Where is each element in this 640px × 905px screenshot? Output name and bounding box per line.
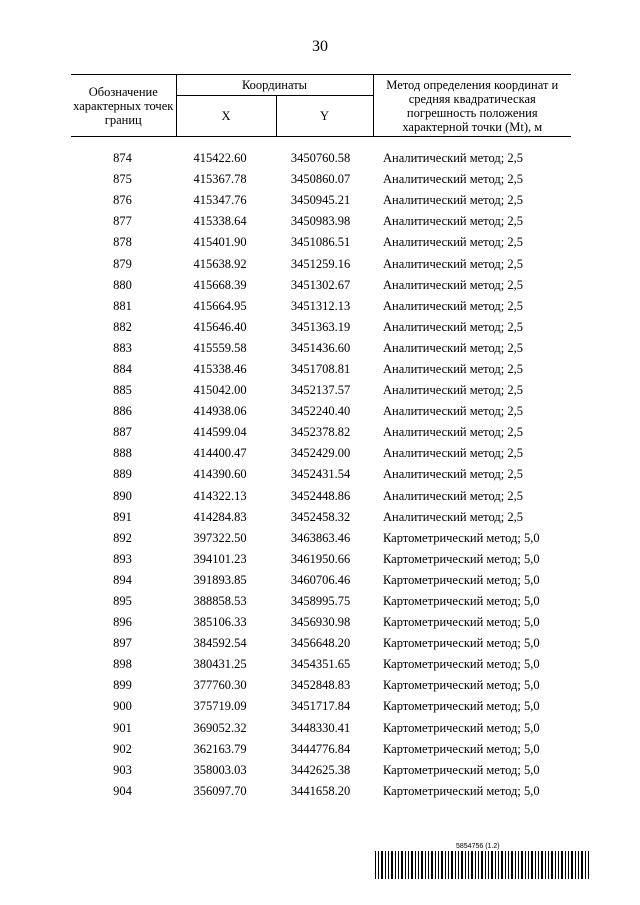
barcode-bar — [435, 851, 436, 879]
barcode-bar — [408, 851, 409, 879]
method-cell: Аналитический метод; 2,5 — [383, 172, 523, 187]
y-cell: 3452137.57 — [290, 383, 351, 398]
barcode-bar — [451, 851, 453, 879]
point-cell: 876 — [113, 193, 132, 208]
y-cell: 3451363.19 — [290, 319, 351, 334]
table-row — [71, 464, 571, 485]
table-row — [71, 169, 571, 190]
y-cell: 3456648.20 — [290, 636, 351, 651]
x-cell: 384592.54 — [193, 636, 247, 651]
barcode-bar — [478, 851, 479, 879]
point-cell: 884 — [113, 361, 132, 376]
method-cell: Картометрический метод; 5,0 — [383, 783, 540, 798]
barcode-bar — [385, 851, 386, 879]
method-cell: Аналитический метод; 2,5 — [383, 467, 523, 482]
y-cell: 3452458.32 — [290, 509, 351, 524]
header-x-label: X — [221, 109, 231, 123]
x-cell: 397322.50 — [193, 530, 247, 545]
barcode-bar — [391, 851, 393, 879]
barcode-bar — [415, 851, 416, 879]
table-row — [71, 486, 571, 507]
y-cell: 3450983.98 — [290, 214, 351, 229]
point-cell: 903 — [113, 762, 132, 777]
method-cell: Аналитический метод; 2,5 — [383, 277, 523, 292]
method-cell: Аналитический метод; 2,5 — [383, 256, 523, 271]
barcode-bar — [521, 851, 523, 879]
x-cell: 415042.00 — [193, 383, 247, 398]
barcode-bar — [541, 851, 543, 879]
barcode-bar — [495, 851, 496, 879]
table-row — [71, 633, 571, 654]
barcode-bar — [461, 851, 463, 879]
table-row — [71, 739, 571, 760]
point-cell: 886 — [113, 404, 132, 419]
barcode-bar — [418, 851, 419, 879]
y-cell: 3442625.38 — [290, 762, 351, 777]
method-cell: Картометрический метод; 5,0 — [383, 636, 540, 651]
barcode-bar — [425, 851, 426, 879]
barcode-bar — [471, 851, 473, 879]
table-row — [71, 317, 571, 338]
table-spacer — [71, 137, 571, 149]
table-body — [71, 137, 571, 802]
table-row — [71, 654, 571, 675]
barcode-bar — [578, 851, 579, 879]
header-coordinates — [176, 75, 373, 96]
method-cell: Картометрический метод; 5,0 — [383, 572, 540, 587]
method-cell: Аналитический метод; 2,5 — [383, 340, 523, 355]
method-cell: Картометрический метод; 5,0 — [383, 530, 540, 545]
barcode-bar — [488, 851, 489, 879]
barcode-bar — [588, 851, 589, 879]
y-cell: 3451708.81 — [290, 361, 351, 376]
method-cell: Картометрический метод; 5,0 — [383, 615, 540, 630]
method-cell: Аналитический метод; 2,5 — [383, 488, 523, 503]
x-cell: 414322.13 — [193, 488, 247, 503]
x-cell: 414284.83 — [193, 509, 247, 524]
table-row — [71, 549, 571, 570]
barcode-bar — [475, 851, 476, 879]
table-row — [71, 781, 571, 802]
table-row — [71, 296, 571, 317]
x-cell: 415559.58 — [193, 340, 247, 355]
barcode-bar — [581, 851, 583, 879]
header-coordinates-label: Координаты — [241, 78, 308, 92]
point-cell: 882 — [113, 319, 132, 334]
point-cell: 893 — [113, 551, 132, 566]
point-cell: 896 — [113, 615, 132, 630]
method-cell: Картометрический метод; 5,0 — [383, 699, 540, 714]
barcode-bar — [501, 851, 503, 879]
barcode-bar — [538, 851, 539, 879]
table-row — [71, 612, 571, 633]
table-row — [71, 148, 571, 169]
point-cell: 899 — [113, 678, 132, 693]
y-cell: 3450860.07 — [290, 172, 351, 187]
y-cell: 3450760.58 — [290, 151, 351, 166]
barcode-bar — [558, 851, 559, 879]
coordinates-table — [71, 74, 571, 802]
table-row — [71, 422, 571, 443]
barcode-bar — [561, 851, 563, 879]
point-cell: 885 — [113, 383, 132, 398]
x-cell: 414599.04 — [193, 425, 247, 440]
y-cell: 3452429.00 — [290, 446, 351, 461]
x-cell: 414938.06 — [193, 404, 247, 419]
point-cell: 890 — [113, 488, 132, 503]
point-cell: 877 — [113, 214, 132, 229]
barcode-bar — [401, 851, 403, 879]
table-row — [71, 190, 571, 211]
x-cell: 415367.78 — [193, 172, 247, 187]
point-cell: 904 — [113, 783, 132, 798]
y-cell: 3452431.54 — [290, 467, 351, 482]
barcode-bar — [378, 851, 379, 879]
x-cell: 415638.92 — [193, 256, 247, 271]
method-cell: Аналитический метод; 2,5 — [383, 319, 523, 334]
method-cell: Аналитический метод; 2,5 — [383, 235, 523, 250]
method-cell: Картометрический метод; 5,0 — [383, 762, 540, 777]
y-cell: 3451086.51 — [290, 235, 351, 250]
point-cell: 900 — [113, 699, 132, 714]
header-y — [276, 96, 373, 137]
y-cell: 3463863.46 — [290, 530, 351, 545]
header-y-label: Y — [319, 109, 330, 123]
x-cell: 415338.46 — [193, 361, 247, 376]
x-cell: 415401.90 — [193, 235, 247, 250]
x-cell: 377760.30 — [193, 678, 247, 693]
barcode-bar — [421, 851, 423, 879]
table-row — [71, 591, 571, 612]
header-x — [176, 96, 276, 137]
table-row — [71, 443, 571, 464]
y-cell: 3458995.75 — [290, 594, 351, 609]
table-row — [71, 760, 571, 781]
method-cell: Картометрический метод; 5,0 — [383, 657, 540, 672]
point-cell: 878 — [113, 235, 132, 250]
method-cell: Аналитический метод; 2,5 — [383, 298, 523, 313]
method-cell: Аналитический метод; 2,5 — [383, 361, 523, 376]
method-cell: Аналитический метод; 2,5 — [383, 214, 523, 229]
barcode-bar — [575, 851, 576, 879]
point-cell: 883 — [113, 340, 132, 355]
barcode-bar — [545, 851, 546, 879]
barcode — [375, 851, 591, 879]
barcode-bar — [565, 851, 566, 879]
barcode-bar — [468, 851, 469, 879]
barcode-bar — [585, 851, 586, 879]
y-cell: 3448330.41 — [290, 720, 351, 735]
barcode-bar — [491, 851, 493, 879]
x-cell: 415338.64 — [193, 214, 247, 229]
point-cell: 894 — [113, 572, 132, 587]
barcode-bar — [528, 851, 529, 879]
point-cell: 897 — [113, 636, 132, 651]
page-number: 30 — [312, 38, 328, 55]
x-cell: 362163.79 — [193, 741, 247, 756]
method-cell: Аналитический метод; 2,5 — [383, 425, 523, 440]
y-cell: 3441658.20 — [290, 783, 351, 798]
table-row — [71, 253, 571, 274]
table-row — [71, 528, 571, 549]
y-cell: 3454351.65 — [290, 657, 351, 672]
y-cell: 3460706.46 — [290, 572, 351, 587]
y-cell: 3452448.86 — [290, 488, 351, 503]
barcode-bar — [568, 851, 569, 879]
barcode-bar — [431, 851, 433, 879]
method-cell: Картометрический метод; 5,0 — [383, 594, 540, 609]
y-cell: 3451259.16 — [290, 256, 351, 271]
x-cell: 415422.60 — [193, 151, 247, 166]
x-cell: 414400.47 — [193, 446, 247, 461]
table-row — [71, 570, 571, 591]
point-cell: 875 — [113, 172, 132, 187]
barcode-bar — [388, 851, 389, 879]
barcode-bar — [465, 851, 466, 879]
x-cell: 356097.70 — [193, 783, 247, 798]
barcode-bar — [458, 851, 459, 879]
barcode-bar — [515, 851, 516, 879]
table-row — [71, 696, 571, 717]
point-cell: 889 — [113, 467, 132, 482]
table-row — [71, 507, 571, 528]
y-cell: 3452378.82 — [290, 425, 351, 440]
barcode-bar — [481, 851, 483, 879]
method-cell: Аналитический метод; 2,5 — [383, 446, 523, 461]
table-row — [71, 359, 571, 380]
header-point-label: Обозначение характерных точек границ — [73, 84, 174, 127]
barcode-bar — [505, 851, 506, 879]
barcode-bar — [531, 851, 533, 879]
barcode-bar — [448, 851, 449, 879]
y-cell: 3451436.60 — [290, 340, 351, 355]
point-cell: 891 — [113, 509, 132, 524]
barcode-bar — [438, 851, 439, 879]
point-cell: 879 — [113, 256, 132, 271]
x-cell: 415646.40 — [193, 319, 247, 334]
point-cell: 901 — [113, 720, 132, 735]
method-cell: Аналитический метод; 2,5 — [383, 404, 523, 419]
x-cell: 415664.95 — [193, 298, 247, 313]
barcode-bar — [398, 851, 399, 879]
header-method — [373, 75, 571, 137]
x-cell: 380431.25 — [193, 657, 247, 672]
point-cell: 898 — [113, 657, 132, 672]
barcode-bar — [548, 851, 549, 879]
x-cell: 385106.33 — [193, 615, 247, 630]
barcode-bar — [571, 851, 573, 879]
y-cell: 3451312.13 — [290, 298, 351, 313]
table-row — [71, 401, 571, 422]
barcode-bar — [518, 851, 519, 879]
barcode-bar — [375, 851, 376, 879]
table-spacer-cell — [71, 137, 571, 149]
method-cell: Аналитический метод; 2,5 — [383, 193, 523, 208]
barcode-bar — [508, 851, 509, 879]
y-cell: 3452848.83 — [290, 678, 351, 693]
method-cell: Картометрический метод; 5,0 — [383, 678, 540, 693]
point-cell: 874 — [113, 151, 132, 166]
x-cell: 358003.03 — [193, 762, 247, 777]
barcode-bar — [428, 851, 429, 879]
barcode-bar — [551, 851, 553, 879]
barcode-bar — [445, 851, 446, 879]
barcode-bar — [511, 851, 513, 879]
table-row — [71, 275, 571, 296]
barcode-bar — [441, 851, 443, 879]
x-cell: 415347.76 — [193, 193, 247, 208]
y-cell: 3444776.84 — [290, 741, 351, 756]
method-cell: Картометрический метод; 5,0 — [383, 720, 540, 735]
barcode-bar — [525, 851, 526, 879]
barcode-bar — [555, 851, 556, 879]
barcode-bar — [411, 851, 413, 879]
x-cell: 369052.32 — [193, 720, 247, 735]
x-cell: 415668.39 — [193, 277, 247, 292]
barcode-bar — [485, 851, 486, 879]
x-cell: 391893.85 — [193, 572, 247, 587]
x-cell: 388858.53 — [193, 594, 247, 609]
x-cell: 375719.09 — [193, 699, 247, 714]
y-cell: 3451717.84 — [290, 699, 351, 714]
x-cell: 394101.23 — [193, 551, 247, 566]
header-point — [71, 75, 176, 137]
point-cell: 892 — [113, 530, 132, 545]
barcode-bar — [395, 851, 396, 879]
point-cell: 887 — [113, 425, 132, 440]
table-row — [71, 232, 571, 253]
x-cell: 414390.60 — [193, 467, 247, 482]
barcode-bar — [498, 851, 499, 879]
method-cell: Картометрический метод; 5,0 — [383, 741, 540, 756]
barcode-bar — [455, 851, 456, 879]
table-row — [71, 718, 571, 739]
table-row — [71, 380, 571, 401]
y-cell: 3451302.67 — [290, 277, 351, 292]
barcode-id: 5854756 (1.2) — [456, 843, 500, 850]
barcode-bar — [535, 851, 536, 879]
y-cell: 3452240.40 — [290, 404, 351, 419]
point-cell: 880 — [113, 277, 132, 292]
y-cell: 3456930.98 — [290, 615, 351, 630]
method-cell: Картометрический метод; 5,0 — [383, 551, 540, 566]
y-cell: 3450945.21 — [290, 193, 351, 208]
barcode-bar — [405, 851, 406, 879]
header-method-label: Метод определения координат и средняя квадратическая погрешность положения характерной точки (Mt), м — [386, 77, 559, 134]
y-cell: 3461950.66 — [290, 551, 351, 566]
point-cell: 881 — [113, 298, 132, 313]
table-row — [71, 675, 571, 696]
point-cell: 888 — [113, 446, 132, 461]
method-cell: Аналитический метод; 2,5 — [383, 509, 523, 524]
point-cell: 895 — [113, 594, 132, 609]
method-cell: Аналитический метод; 2,5 — [383, 151, 523, 166]
point-cell: 902 — [113, 741, 132, 756]
table-row — [71, 338, 571, 359]
method-cell: Аналитический метод; 2,5 — [383, 383, 523, 398]
barcode-bar — [381, 851, 383, 879]
table-row — [71, 211, 571, 232]
